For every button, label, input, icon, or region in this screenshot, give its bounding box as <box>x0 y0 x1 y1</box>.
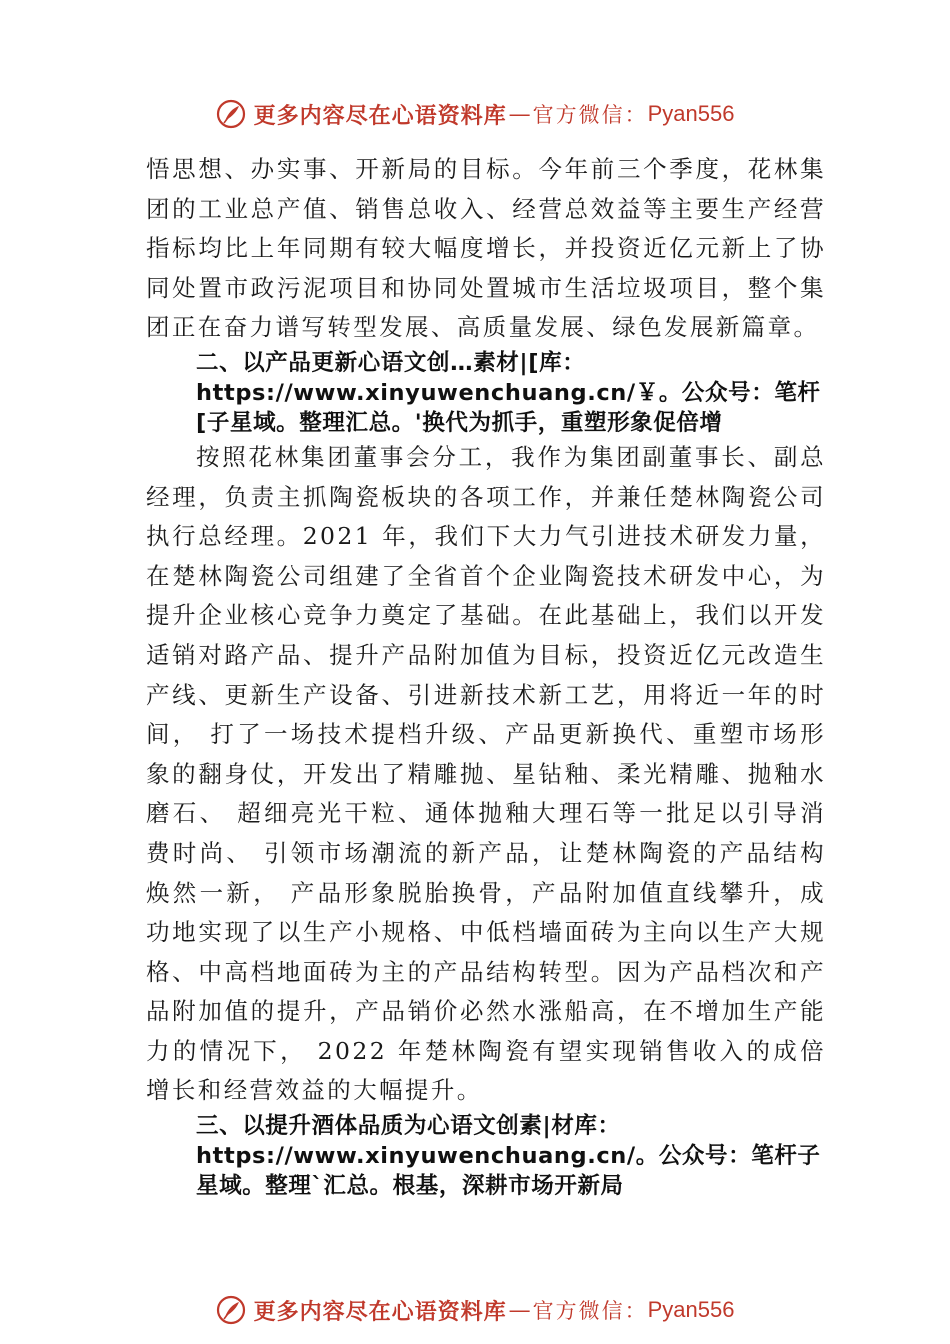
watermark-wechat-id: Pyan556 <box>647 101 735 126</box>
watermark-official-label: 官方微信： <box>532 103 648 127</box>
paragraph-2: 按照花林集团董事会分工，我作为集团副董事长、副总经理，负责主抓陶瓷板块的各项工作，并兼任楚林陶瓷公司执行总经理。2021 年，我们下大力气引进技术研发力量，在楚林陶瓷公司组建了全省首个企业陶瓷技术研发中心，为提升企业核心竞争力奠定了基础。在此基础上，我们以开发适销对路产品、提升产品附加值为目标，投资近亿元改造生产线、更新生产设备、引进新技术新工艺，用将近一年的时间， 打了一场技术提档升级、产品更新换代、重塑市场形象的翻身仗，开发出了精雕抛、星钻釉、柔光精雕、抛釉水磨石、 超细亮光干粒、通体抛釉大理石等一批足以引导消费时尚、 引领市场潮流的新产品，让楚林陶瓷的产品结构焕然一新， 产品形象脱胎换骨，产品附加值直线攀升，成功地实现了以生产小规格、中低档墙面砖为主向以生产大规格、中高档地面砖为主的产品结构转型。因为产品档次和产品附加值的提升，产品销价必然水涨船高，在不增加生产能力的情况下， 2022 年楚林陶瓷有望实现销售收入的成倍增长和经营效益的大幅提升。 <box>146 442 826 1105</box>
section-heading-3: 三、以提升酒体品质为心语文创素|材库：https://www.xinyuwenchuang.cn/。公众号：笔杆子星域。整理`汇总。根基，深耕市场开新局 <box>196 1113 821 1200</box>
feather-circle-logo-icon <box>216 1295 246 1325</box>
feather-circle-logo-icon <box>216 99 246 129</box>
watermark-dash: — <box>508 1297 531 1323</box>
paragraph-1: 悟思想、办实事、开新局的目标。今年前三个季度，花林集团的工业总产值、销售总收入、经营总效益等主要生产经营指标均比上年同期有较大幅度增长，并投资近亿元新上了协同处置市政污泥项目和协同处置城市生活垃圾项目，整个集团正在奋力谱写转型发展、高质量发展、绿色发展新篇章。 <box>146 155 826 342</box>
header-watermark <box>0 94 950 134</box>
section-heading-2: 二、以产品更新心语文创…素材|[库：https://www.xinyuwenchuang.cn/￥。公众号：笔杆[子星域。整理汇总。'换代为抓手，重塑形象促倍增 <box>196 349 821 436</box>
footer-watermark <box>0 1290 950 1330</box>
watermark-brand: 更多内容尽在心语资料库 <box>253 1298 507 1325</box>
document-body <box>146 150 826 1201</box>
watermark-dash: — <box>508 101 531 127</box>
watermark-wechat-id: Pyan556 <box>647 1297 735 1322</box>
watermark-brand: 更多内容尽在心语资料库 <box>253 102 507 129</box>
watermark-official-label: 官方微信： <box>532 1299 648 1323</box>
